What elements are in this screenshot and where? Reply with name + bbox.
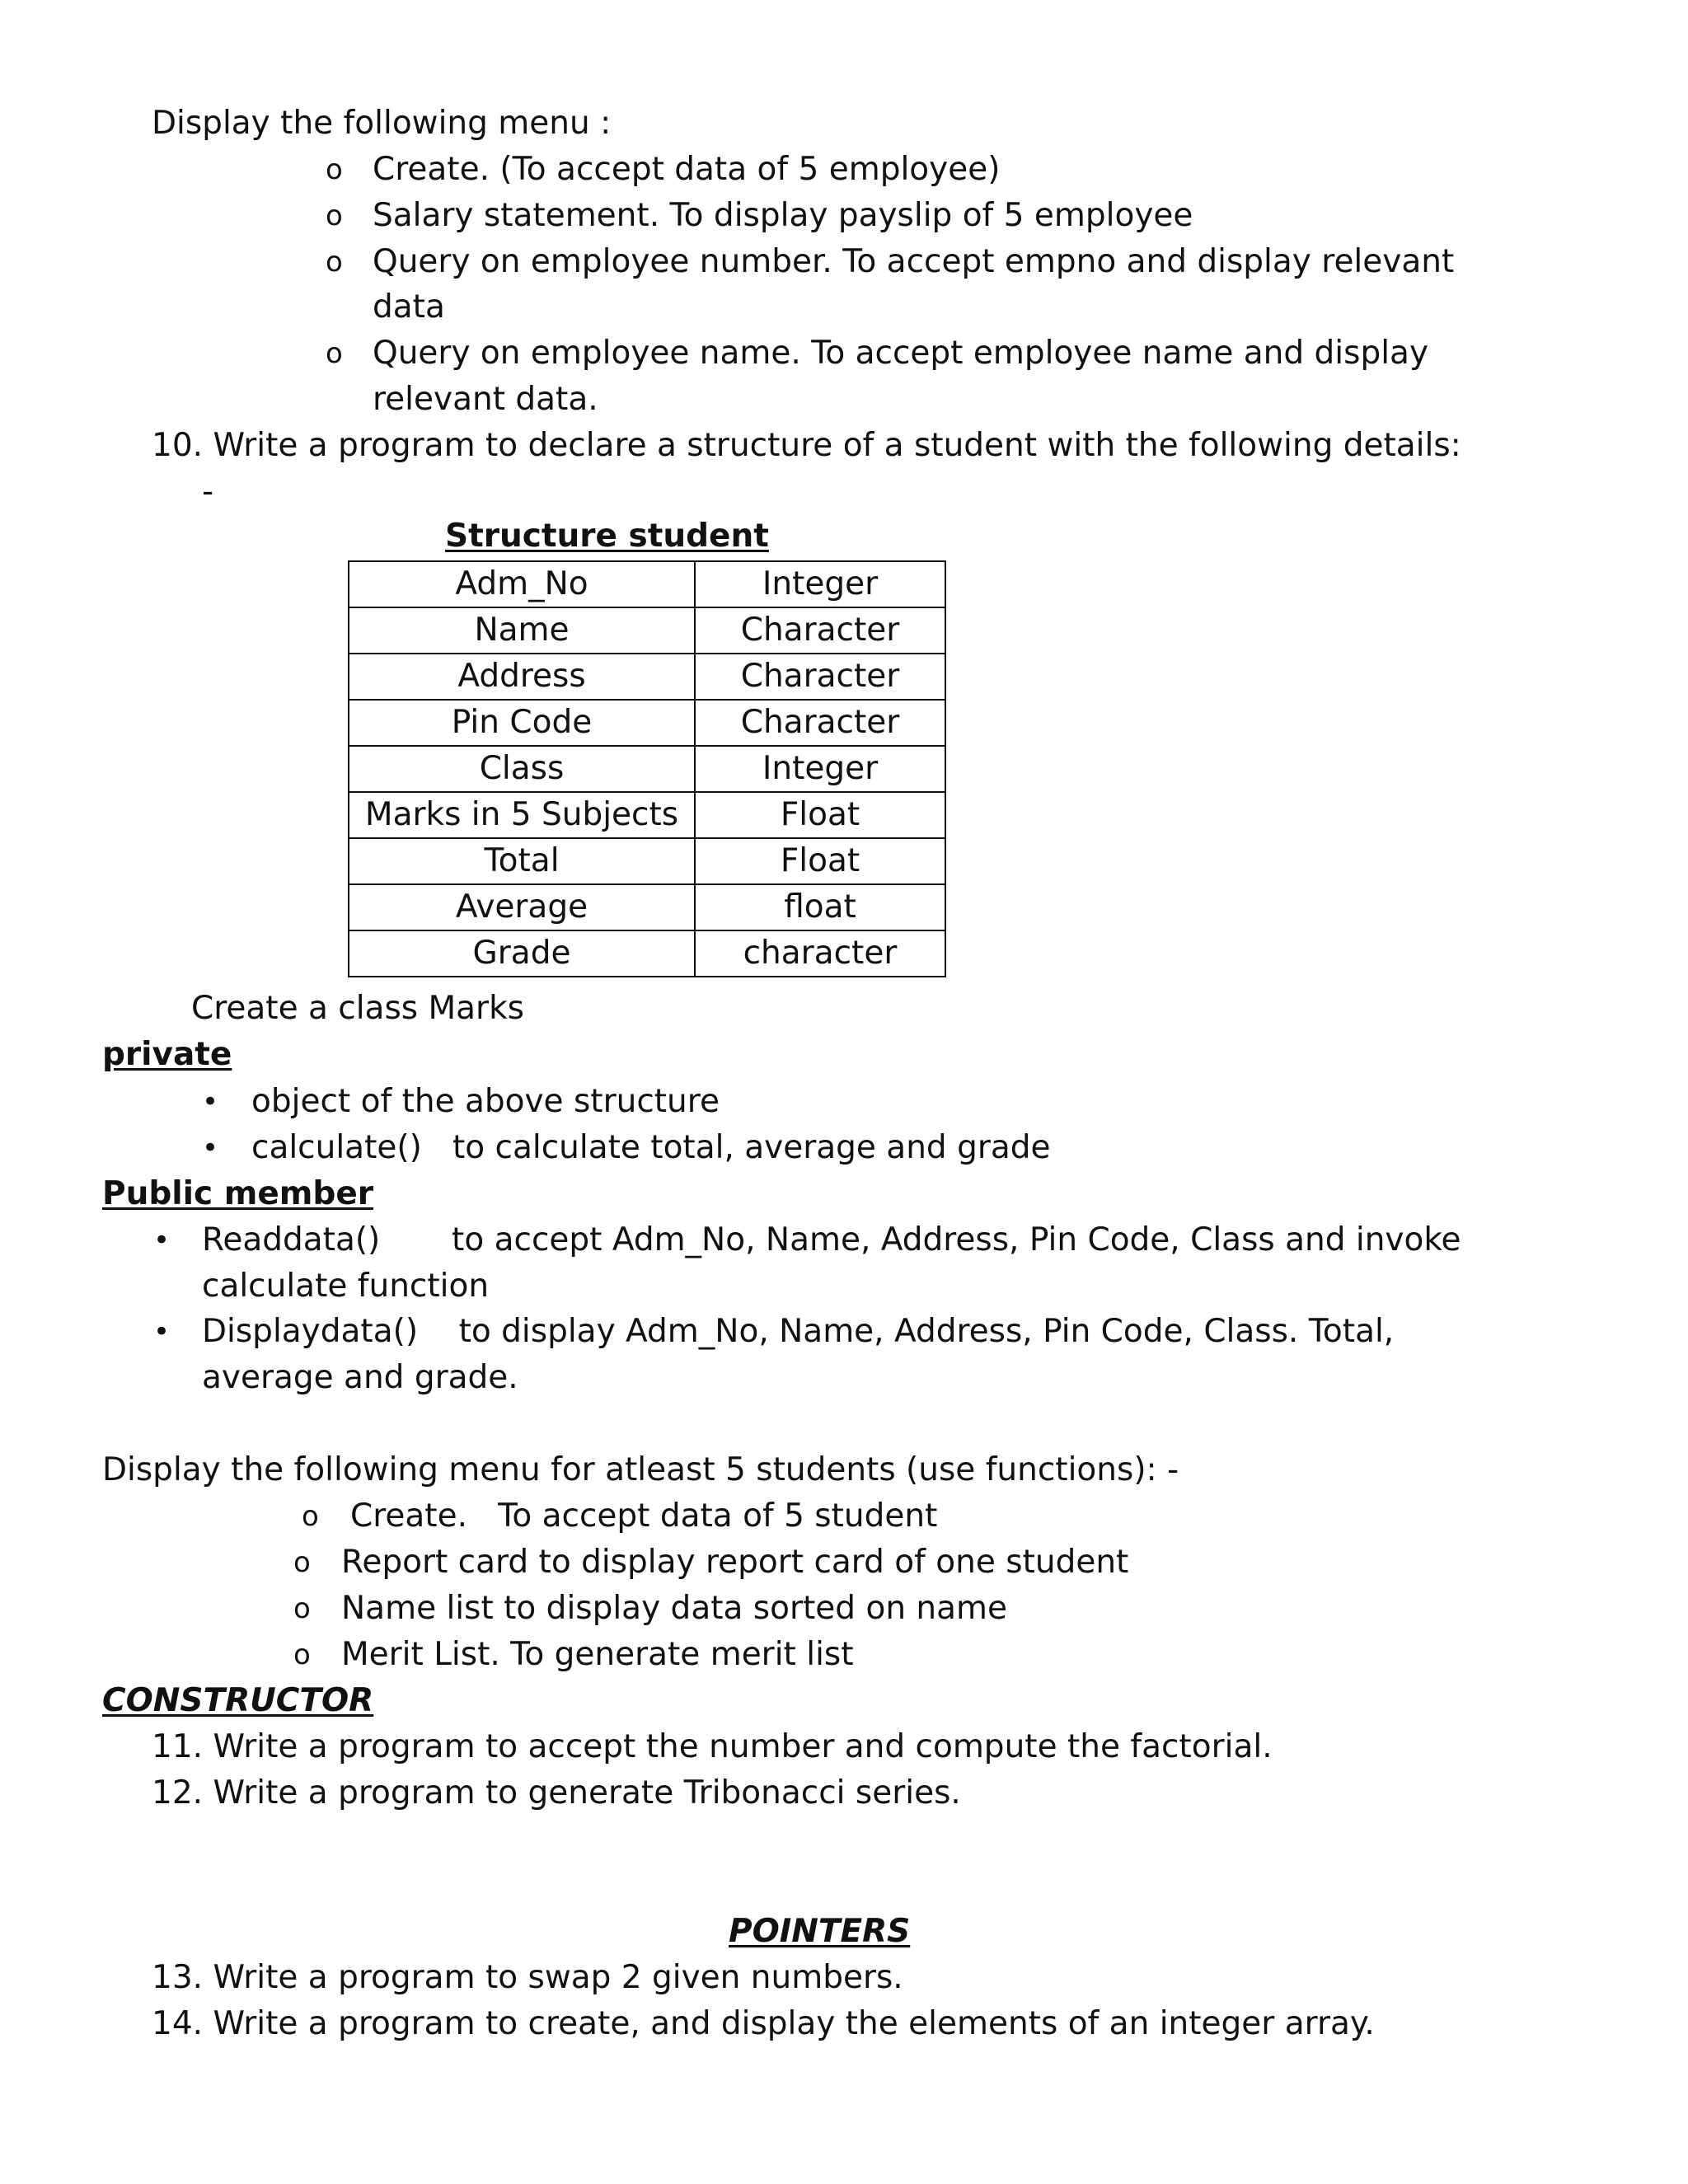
- table-row: [349, 792, 945, 838]
- hollow-bullet-icon: o: [293, 1592, 311, 1625]
- hollow-bullet-icon: o: [326, 337, 343, 370]
- table-row: [349, 607, 945, 654]
- table-cell-type: float: [695, 884, 945, 930]
- table-cell-field: Pin Code: [349, 700, 695, 746]
- table-row: [349, 930, 945, 977]
- table-cell-field: Name: [349, 607, 695, 654]
- table-row: [349, 838, 945, 884]
- constructor-heading: CONSTRUCTOR: [102, 1682, 374, 1719]
- private-item: calculate() to calculate total, average and grade: [251, 1129, 1051, 1166]
- table-cell-type: character: [695, 930, 945, 977]
- create-class-line: Create a class Marks: [191, 990, 524, 1027]
- public-item: Displaydata() to display Adm_No, Name, Address, Pin Code, Class. Total,: [202, 1313, 1395, 1350]
- student-menu-item: Merit List. To generate merit list: [341, 1636, 854, 1673]
- table-cell-field: Grade: [349, 930, 695, 977]
- hollow-bullet-icon: o: [326, 199, 343, 232]
- public-heading: Public member: [102, 1175, 374, 1212]
- question-12: [152, 1772, 961, 1815]
- table-cell-type: Float: [695, 792, 945, 838]
- student-menu-item: Create. To accept data of 5 student: [350, 1497, 938, 1535]
- public-item-continued: calculate function: [202, 1268, 490, 1305]
- table-cell-field: Marks in 5 Subjects: [349, 792, 695, 838]
- hollow-bullet-icon: o: [302, 1500, 319, 1533]
- table-cell-type: Integer: [695, 561, 945, 607]
- question-11: [152, 1726, 1273, 1769]
- table-row: [349, 884, 945, 930]
- table-cell-field: Address: [349, 654, 695, 700]
- student-menu-title: Display the following menu for atleast 5 students (use functions): -: [102, 1451, 1179, 1488]
- menu-item: Create. (To accept data of 5 employee): [373, 151, 1001, 188]
- question-number: 11.: [152, 1728, 204, 1765]
- question-14: [152, 2003, 1375, 2046]
- solid-bullet-icon: •: [153, 1224, 171, 1257]
- student-menu-item: Report card to display report card of one student: [341, 1544, 1129, 1581]
- table-row: [349, 561, 945, 607]
- table-cell-type: Integer: [695, 746, 945, 792]
- table-cell-field: Class: [349, 746, 695, 792]
- question-number: 14.: [152, 2005, 204, 2042]
- question-text: Write a program to create, and display the elements of an integer array.: [213, 2005, 1375, 2042]
- question-dash: -: [202, 473, 214, 510]
- table-cell-type: Character: [695, 607, 945, 654]
- menu-item: Query on employee number. To accept empno and display relevant: [373, 243, 1455, 280]
- hollow-bullet-icon: o: [326, 153, 343, 186]
- solid-bullet-icon: •: [153, 1315, 171, 1348]
- question-13: [152, 1957, 903, 1999]
- question-text: Write a program to accept the number and compute the factorial.: [213, 1728, 1273, 1765]
- question-number: 12.: [152, 1774, 204, 1811]
- structure-table: [348, 560, 946, 977]
- question-10: [152, 424, 1461, 467]
- hollow-bullet-icon: o: [326, 246, 343, 279]
- menu-item: Query on employee name. To accept employee name and display: [373, 335, 1429, 372]
- question-text: Write a program to generate Tribonacci series.: [213, 1774, 961, 1811]
- table-cell-type: Character: [695, 700, 945, 746]
- question-number: 13.: [152, 1959, 204, 1996]
- table-cell-type: Character: [695, 654, 945, 700]
- table-title: Structure student: [445, 518, 769, 555]
- table-row: [349, 700, 945, 746]
- menu-title: Display the following menu :: [152, 105, 612, 142]
- table-cell-type: Float: [695, 838, 945, 884]
- table-cell-field: Average: [349, 884, 695, 930]
- menu-item-continued: data: [373, 288, 445, 326]
- question-text: Write a program to declare a structure of a student with the following details:: [213, 427, 1461, 464]
- table-cell-field: Total: [349, 838, 695, 884]
- table-row: [349, 746, 945, 792]
- hollow-bullet-icon: o: [293, 1638, 311, 1671]
- menu-item: Salary statement. To display payslip of 5 employee: [373, 197, 1193, 234]
- table-row: [349, 654, 945, 700]
- private-heading: private: [102, 1036, 232, 1073]
- private-item: object of the above structure: [251, 1083, 720, 1120]
- public-item-continued: average and grade.: [202, 1359, 518, 1396]
- question-number: 10.: [152, 427, 204, 464]
- pointers-heading: POINTERS: [729, 1913, 911, 1950]
- question-text: Write a program to swap 2 given numbers.: [213, 1959, 903, 1996]
- solid-bullet-icon: •: [202, 1132, 219, 1165]
- public-item: Readdata() to accept Adm_No, Name, Address, Pin Code, Class and invoke: [202, 1221, 1461, 1258]
- menu-item-continued: relevant data.: [373, 381, 598, 418]
- solid-bullet-icon: •: [202, 1085, 219, 1118]
- hollow-bullet-icon: o: [293, 1546, 311, 1579]
- table-cell-field: Adm_No: [349, 561, 695, 607]
- student-menu-item: Name list to display data sorted on name: [341, 1590, 1008, 1627]
